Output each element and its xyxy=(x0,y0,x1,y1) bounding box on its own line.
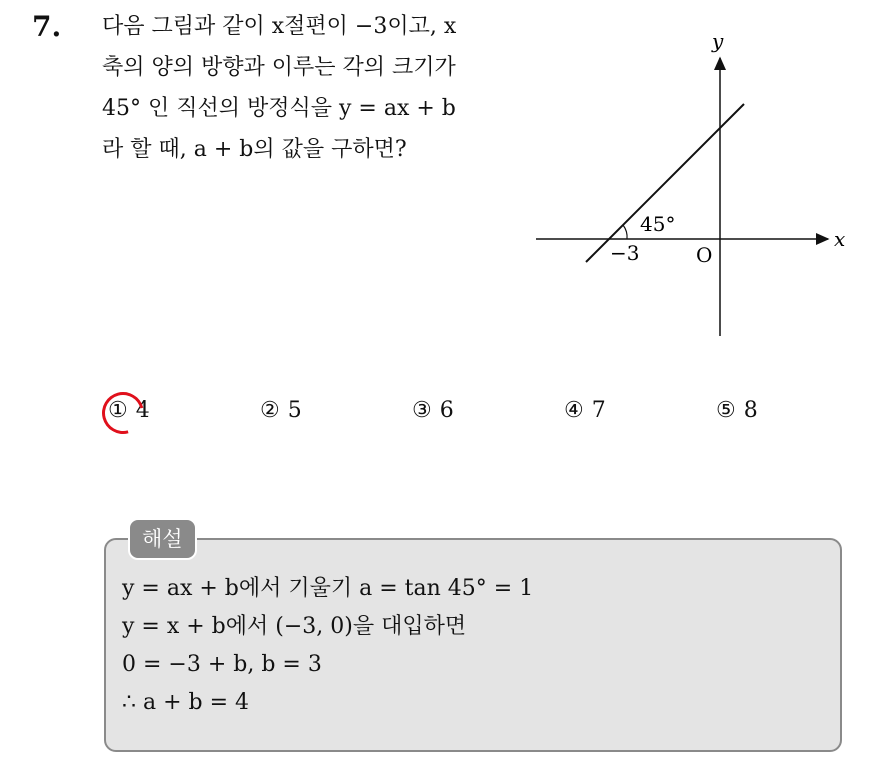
choice-number: ④ xyxy=(564,398,584,423)
solution-line: y = ax + b에서 기울기 a = tan 45° = 1 xyxy=(122,576,534,601)
question-text xyxy=(102,6,512,170)
solution-line: ∴ a + b = 4 xyxy=(122,690,250,715)
answer-choices xyxy=(108,398,808,438)
selected-answer-circle xyxy=(94,384,151,441)
y-axis-label: y xyxy=(712,29,724,53)
question-line: 축의 양의 방향과 이루는 각의 크기가 xyxy=(102,55,456,80)
choice-value: 5 xyxy=(287,398,302,423)
choice-5[interactable] xyxy=(716,398,758,423)
choice-number: ③ xyxy=(412,398,432,423)
angle-arc xyxy=(623,225,627,239)
solution-line: y = x + b에서 (−3, 0)을 대입하면 xyxy=(122,614,467,639)
choice-3[interactable] xyxy=(412,398,454,423)
question-number: 7. xyxy=(32,10,62,43)
choice-2[interactable] xyxy=(260,398,302,423)
choice-value: 6 xyxy=(439,398,454,423)
line-graph xyxy=(528,24,858,344)
choice-4[interactable] xyxy=(564,398,606,423)
question-line: 45° 인 직선의 방정식을 y = ax + b xyxy=(102,96,456,121)
choice-number: ⑤ xyxy=(716,398,736,423)
choice-value: 8 xyxy=(743,398,758,423)
choice-value: 4 xyxy=(135,398,150,423)
origin-label: O xyxy=(696,243,713,267)
choice-number: ② xyxy=(260,398,280,423)
solution-text xyxy=(122,570,533,722)
choice-number: ① xyxy=(108,398,128,423)
x-axis-label: x xyxy=(834,227,846,251)
solution-tag: 해설 xyxy=(128,518,197,560)
question-line: 라 할 때, a + b의 값을 구하면? xyxy=(102,137,407,162)
question-line: 다음 그림과 같이 x절편이 −3이고, x xyxy=(102,14,457,39)
choice-1[interactable] xyxy=(108,398,150,423)
choice-value: 7 xyxy=(591,398,606,423)
angle-label: 45° xyxy=(640,212,676,236)
solution-line: 0 = −3 + b, b = 3 xyxy=(122,652,322,677)
x-intercept-label: −3 xyxy=(610,241,640,265)
